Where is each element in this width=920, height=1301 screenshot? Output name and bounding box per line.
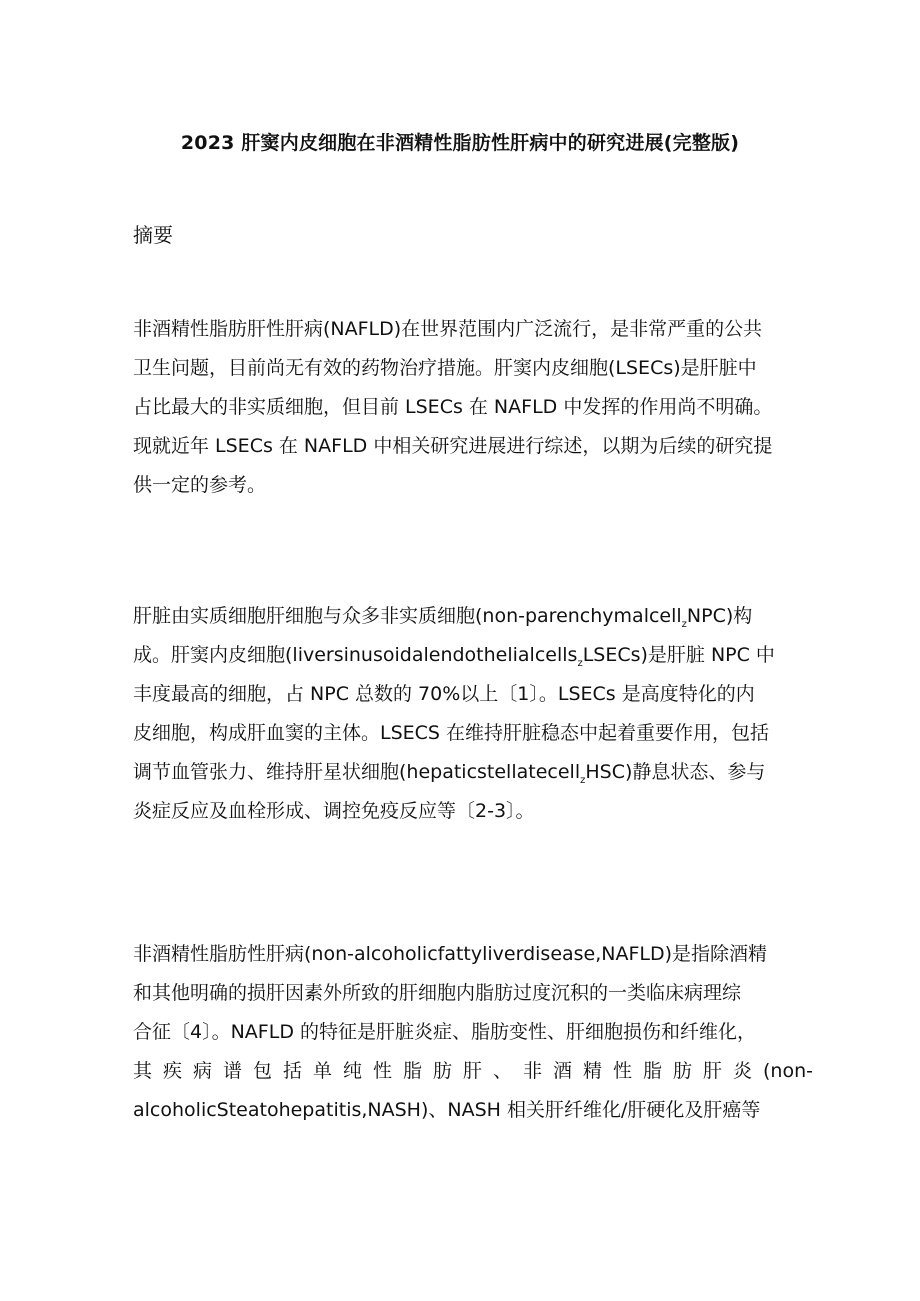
text-line: 占比最大的非实质细胞，但目前 LSECs 在 NAFLD 中发挥的作用尚不明确。 — [133, 396, 773, 418]
text-line: 炎症反应及血栓形成、调控免疫反应等〔2-3〕。 — [133, 800, 535, 822]
text-line — [133, 636, 813, 675]
text-glyph: 脂 — [403, 1060, 423, 1082]
text-glyph: 单 — [313, 1060, 333, 1082]
text-segment: 调节血管张力、维持肝星状细胞(hepaticstellatecell — [133, 761, 581, 783]
text-line — [133, 597, 813, 636]
text-line: 丰度最高的细胞，占 NPC 总数的 70%以上〔1〕。LSECs 是高度特化的内 — [133, 683, 755, 705]
justified-text-line — [133, 1052, 813, 1091]
subscript: z — [580, 774, 586, 786]
text-glyph: 性 — [613, 1060, 633, 1082]
text-glyph: 精 — [583, 1060, 603, 1082]
text-line: 供一定的参考。 — [133, 474, 267, 496]
text-line: 皮细胞，构成肝血窦的主体。LSECS 在维持肝脏稳态中起着重要作用，包括 — [133, 722, 770, 744]
abstract-paragraph — [133, 310, 813, 505]
text-glyph: 非 — [523, 1060, 543, 1082]
text-glyph: 其 — [133, 1060, 153, 1082]
subscript: z — [681, 618, 687, 630]
text-segment: NPC)构 — [686, 605, 753, 627]
text-glyph: 肝 — [703, 1060, 723, 1082]
text-glyph: 脂 — [643, 1060, 663, 1082]
text-line — [133, 753, 813, 792]
text-glyph: (non- — [763, 1060, 813, 1082]
text-glyph: 纯 — [343, 1060, 363, 1082]
text-glyph: 括 — [283, 1060, 303, 1082]
text-glyph: 疾 — [163, 1060, 183, 1082]
text-line: 卫生问题，目前尚无有效的药物治疗措施。肝窦内皮细胞(LSECs)是肝脏中 — [133, 357, 757, 379]
body-paragraph-nafld — [133, 935, 813, 1130]
text-segment: HSC)静息状态、参与 — [585, 761, 766, 783]
document-title: 2023 肝窦内皮细胞在非酒精性脂肪性肝病中的研究进展(完整版) — [180, 132, 740, 154]
text-glyph: 酒 — [553, 1060, 573, 1082]
text-glyph: 肪 — [673, 1060, 693, 1082]
body-paragraph-lsecs — [133, 597, 813, 831]
subscript: z — [577, 657, 583, 669]
text-glyph: 谱 — [223, 1060, 243, 1082]
text-glyph: 包 — [253, 1060, 273, 1082]
text-segment: 成。肝窦内皮细胞(liversinusoidalendothelialcells — [133, 644, 578, 666]
text-line: 非酒精性脂肪肝性肝病(NAFLD)在世界范围内广泛流行，是非常严重的公共 — [133, 318, 763, 340]
text-segment: 肝脏由实质细胞肝细胞与众多非实质细胞(non-parenchymalcell — [133, 605, 682, 627]
text-glyph: 、 — [493, 1060, 513, 1082]
text-line: 现就近年 LSECs 在 NAFLD 中相关研究进展进行综述，以期为后续的研究提 — [133, 435, 773, 457]
text-line: alcoholicSteatohepatitis,NASH)、NASH 相关肝纤维化/肝硬化及肝癌等 — [133, 1099, 761, 1121]
text-line: 非酒精性脂肪性肝病(non-alcoholicfattyliverdisease,NAFLD)是指除酒精 — [133, 943, 768, 965]
text-glyph: 性 — [373, 1060, 393, 1082]
text-line: 和其他明确的损肝因素外所致的肝细胞内脂肪过度沉积的一类临床病理综 — [133, 982, 742, 1004]
text-line: 合征〔4〕。NAFLD 的特征是肝脏炎症、脂肪变性、肝细胞损伤和纤维化， — [133, 1021, 756, 1043]
text-segment: LSECs)是肝脏 NPC 中 — [582, 644, 775, 666]
abstract-heading: 摘要 — [133, 223, 173, 247]
text-glyph: 肪 — [433, 1060, 453, 1082]
text-glyph: 肝 — [463, 1060, 483, 1082]
text-glyph: 病 — [193, 1060, 213, 1082]
text-glyph: 炎 — [733, 1060, 753, 1082]
